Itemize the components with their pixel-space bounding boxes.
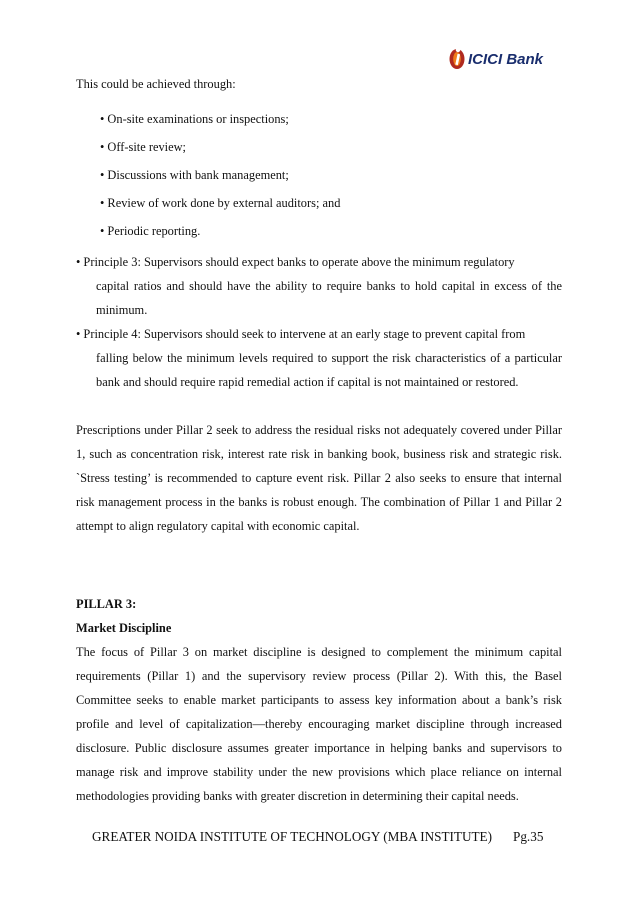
footer-institute: GREATER NOIDA INSTITUTE OF TECHNOLOGY (MBA INSTITUTE) <box>92 829 492 844</box>
pillar-3-subheading: Market Discipline <box>76 621 172 635</box>
principle-4 <box>76 322 562 394</box>
principle-4-first-line: • Principle 4: Supervisors should seek to intervene at an early stage to prevent capital from <box>76 327 526 341</box>
method-item: • Off-site review; <box>100 140 186 154</box>
pillar-3-paragraph: The focus of Pillar 3 on market discipline is designed to complement the minimum capital requirements (Pillar 1) and the supervisory review process (Pillar 2). With this, the Basel Committee seeks to enable market participants to assess key information about a bank’s risk profile and level of capitalization—thereby encouraging market discipline through increased disclosure. Public disclosure assumes greater importance in helping banks and supervisors to manage risk and improve stability under the new provisions which place reliance on internal methodologies providing banks with greater discretion in determining their capital needs. <box>76 645 562 803</box>
method-item: • Periodic reporting. <box>100 224 201 238</box>
icici-logo-icon <box>448 44 548 72</box>
principle-3 <box>76 250 562 322</box>
method-item: • On-site examinations or inspections; <box>100 112 289 126</box>
prescriptions-paragraph: Prescriptions under Pillar 2 seek to address the residual risks not adequately covered under Pillar 1, such as concentration risk, interest rate risk in banking book, business risk and strategic risk. `Stress testing’ is recommended to capture event risk. Pillar 2 also seeks to ensure that internal risk management process in the banks is robust enough. The combination of Pillar 1 and Pillar 2 attempt to align regulatory capital with economic capital. <box>76 423 562 533</box>
icici-bank-logo <box>448 44 548 72</box>
page-number: Pg.35 <box>513 829 544 844</box>
principle-3-first-line: • Principle 3: Supervisors should expect banks to operate above the minimum regulatory <box>76 255 515 269</box>
logo-text: ICICI Bank <box>468 51 544 68</box>
pillar-3-heading: PILLAR 3: <box>76 597 137 611</box>
principle-3-rest: capital ratios and should have the ability to require banks to hold capital in excess of the minimum. <box>96 279 562 317</box>
principle-4-rest: falling below the minimum levels required to support the risk characteristics of a particular bank and should require rapid remedial action if capital is not maintained or restored. <box>96 351 562 389</box>
intro-line: This could be achieved through: <box>76 77 236 91</box>
method-item: • Review of work done by external auditors; and <box>100 196 341 210</box>
method-item: • Discussions with bank management; <box>100 168 289 182</box>
